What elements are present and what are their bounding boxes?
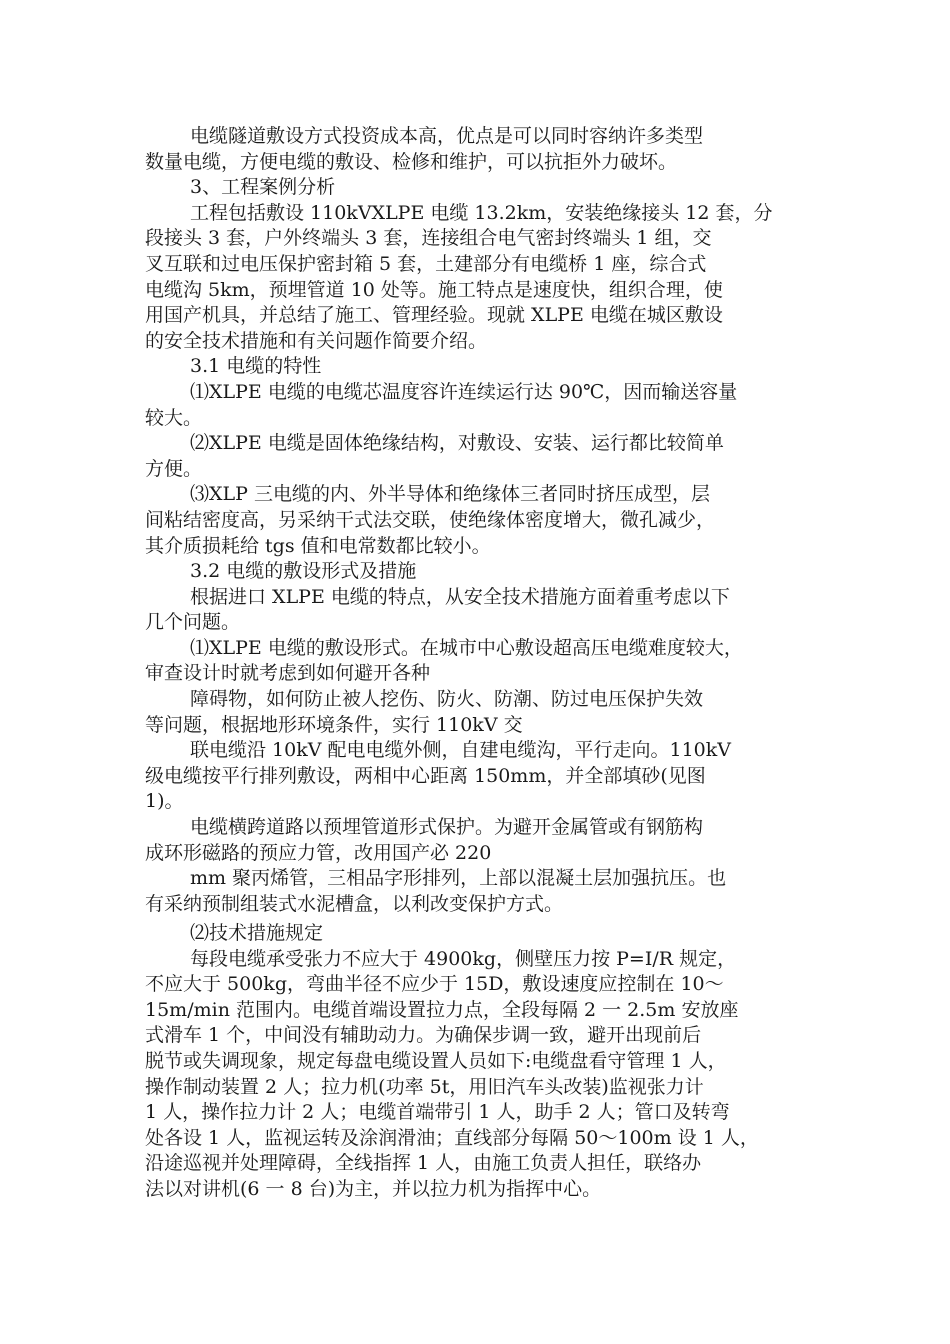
- text-line: 1 人，操作拉力计 2 人；电缆首端带引 1 人，助手 2 人；管口及转弯: [145, 1101, 730, 1124]
- text-line: 法以对讲机(6 一 8 台)为主，并以拉力机为指挥中心。: [145, 1177, 602, 1200]
- text-line: 审查设计时就考虑到如何避开各种: [145, 662, 431, 685]
- text-line: ⑵XLPE 电缆是固体绝缘结构，对敷设、安装、运行都比较简单: [190, 432, 724, 455]
- text-line: 式滑车 1 个，中间没有辅助动力。为确保步调一致，避开出现前后: [145, 1024, 702, 1047]
- text-line: 数量电缆，方便电缆的敷设、检修和维护，可以抗拒外力破坏。: [145, 150, 678, 173]
- text-block-technical-measures: [145, 921, 815, 1203]
- text-line: 其介质损耗给 tgs 值和电常数都比较小。: [145, 534, 491, 557]
- text-line: 级电缆按平行排列敷设，两相中心距离 150mm，并全部填砂(见图: [145, 764, 706, 787]
- text-line: 联电缆沿 10kV 配电电缆外侧，自建电缆沟，平行走向。110kV: [190, 739, 731, 762]
- text-line: 不应大于 500kg，弯曲半径不应少于 15D，敷设速度应控制在 10～: [145, 973, 724, 996]
- text-line: 成环形磁路的预应力管，改用国产必 220: [145, 841, 492, 864]
- text-line: 15m/min 范围内。电缆首端设置拉力点，全段每隔 2 一 2.5m 安放座: [145, 998, 739, 1021]
- text-line: 3、工程案例分析: [190, 176, 336, 199]
- text-line: 有采纳预制组装式水泥槽盒，以利改变保护方式。: [145, 892, 564, 915]
- text-line: 较大。: [145, 406, 203, 429]
- text-line: 操作制动装置 2 人；拉力机(功率 5t，用旧汽车头改装)监视张力计: [145, 1075, 704, 1098]
- text-line: 电缆隧道敷设方式投资成本高，优点是可以同时容纳许多类型: [190, 125, 704, 147]
- text-line: 3.2 电缆的敷设形式及措施: [190, 560, 417, 583]
- text-line: 1)。: [145, 790, 184, 813]
- text-line: 3.1 电缆的特性: [190, 355, 322, 378]
- text-line: mm 聚丙烯管，三相品字形排列，上部以混凝土层加强抗压。也: [190, 867, 727, 890]
- text-line: 根据进口 XLPE 电缆的特点，从安全技术措施方面着重考虑以下: [190, 585, 730, 608]
- text-line: 脱节或失调现象，规定每盘电缆设置人员如下:电缆盘看守管理 1 人，: [145, 1049, 727, 1072]
- text-block-cable-laying: [145, 124, 815, 917]
- text-line: 等问题，根据地形环境条件，实行 110kV 交: [145, 713, 523, 736]
- text-line: ⑶XLP 三电缆的内、外半导体和绝缘体三者同时挤压成型，层: [190, 483, 710, 506]
- text-line: ⑴XLPE 电缆的敷设形式。在城市中心敷设超高压电缆难度较大，: [190, 636, 743, 659]
- text-line: 每段电缆承受张力不应大于 4900kg，侧壁压力按 P=I/R 规定，: [190, 947, 737, 970]
- text-line: 沿途巡视并处理障碍，全线指挥 1 人，由施工负责人担任，联络办: [145, 1152, 702, 1175]
- text-line: 处各设 1 人，监视运转及涂润滑油；直线部分每隔 50～100m 设 1 人，: [145, 1126, 759, 1149]
- text-line: 方便。: [145, 457, 203, 480]
- text-line: 叉互联和过电压保护密封箱 5 套，土建部分有电缆桥 1 座，综合式: [145, 252, 707, 275]
- text-line: 电缆沟 5km，预埋管道 10 处等。施工特点是速度快，组织合理，使: [145, 278, 723, 301]
- text-line: 间粘结密度高，另采纳干式法交联，使绝缘体密度增大，微孔减少，: [145, 508, 716, 531]
- text-line: 电缆横跨道路以预埋管道形式保护。为避开金属管或有钢筋构: [190, 816, 704, 839]
- text-line: 的安全技术措施和有关问题作简要介绍。: [145, 329, 488, 352]
- text-line: 工程包括敷设 110kVXLPE 电缆 13.2km，安装绝缘接头 12 套，分: [190, 201, 773, 224]
- text-line: 段接头 3 套，户外终端头 3 套，连接组合电气密封终端头 1 组，交: [145, 227, 712, 250]
- text-line: 障碍物，如何防止被人挖伤、防火、防潮、防过电压保护失效: [190, 688, 704, 711]
- text-line: 几个问题。: [145, 611, 241, 634]
- text-line: ⑵技术措施规定: [190, 922, 324, 944]
- text-line: ⑴XLPE 电缆的电缆芯温度容许连续运行达 90℃，因而输送容量: [190, 380, 738, 403]
- text-line: 用国产机具，并总结了施工、管理经验。现就 XLPE 电缆在城区敷设: [145, 304, 723, 327]
